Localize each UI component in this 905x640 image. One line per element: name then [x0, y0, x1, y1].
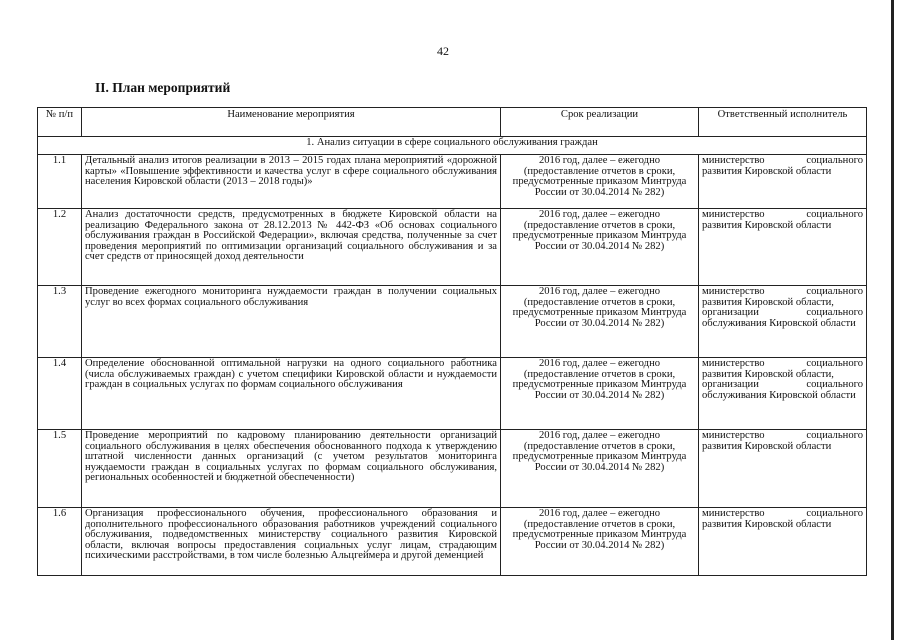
table-row: [38, 286, 867, 358]
row-term: 2016 год, далее – ежегодно (предоставление отчетов в сроки, предусмотренные приказом Минтруда России от 30.04.2014 № 282): [501, 286, 699, 358]
scan-edge-line: [891, 0, 894, 640]
row-responsible: [699, 430, 867, 508]
responsible-ministry: министерство социального развития Кировской области,: [702, 358, 863, 380]
table-row: [38, 508, 867, 576]
row-responsible: [699, 286, 867, 358]
responsible-organizations: организации социального обслуживания Кировской области: [702, 379, 863, 401]
row-name: Организация профессионального обучения, профессионального образования и дополнительного профессионального образования работников учреждений социального обслуживания, подведомственных министерству социального развития Кировской области, включая вопросы предоставления социальных услуг лицам, страдающим психическими расстройствами, в том числе болезнью Альцгеймера и другой деменцией: [82, 508, 501, 576]
header-responsible: Ответственный исполнитель: [699, 108, 867, 137]
row-num: 1.2: [38, 209, 82, 286]
responsible-organizations: организации социального обслуживания Кировской области: [702, 307, 863, 329]
row-responsible: [699, 155, 867, 209]
row-term: 2016 год, далее – ежегодно (предоставление отчетов в сроки, предусмотренные приказом Минтруда России от 30.04.2014 № 282): [501, 508, 699, 576]
section-row-label: 1. Анализ ситуации в сфере социального обслуживания граждан: [38, 137, 867, 155]
header-num: № п/п: [38, 108, 82, 137]
responsible-ministry: министерство социального развития Кировской области: [702, 209, 863, 231]
row-responsible: [699, 209, 867, 286]
table-row: [38, 155, 867, 209]
row-term: 2016 год, далее – ежегодно (предоставление отчетов в сроки, предусмотренные приказом Минтруда России от 30.04.2014 № 282): [501, 358, 699, 430]
action-plan-table: [37, 107, 867, 576]
responsible-ministry: министерство социального развития Кировской области,: [702, 286, 863, 308]
section-title: II. План мероприятий: [95, 80, 231, 95]
row-term: 2016 год, далее – ежегодно (предоставление отчетов в сроки, предусмотренные приказом Минтруда России от 30.04.2014 № 282): [501, 430, 699, 508]
responsible-ministry: министерство социального развития Кировской области: [702, 508, 863, 530]
responsible-ministry: министерство социального развития Кировской области: [702, 430, 863, 452]
row-num: 1.4: [38, 358, 82, 430]
row-name: Проведение мероприятий по кадровому планированию деятельности организаций социального обслуживания в целях обеспечения обоснованного подхода к утверждению штатной численности данных организаций (с учетом результатов мониторинга нуждаемости граждан в социальных услугах по формам социального обслуживания, региональных особенностей и бюджетной обеспеченности): [82, 430, 501, 508]
row-name: Проведение ежегодного мониторинга нуждаемости граждан в получении социальных услуг во всех формах социального обслуживания: [82, 286, 501, 358]
table-header-row: [38, 108, 867, 137]
header-term: Срок реализации: [501, 108, 699, 137]
table-row: [38, 209, 867, 286]
row-term: 2016 год, далее – ежегодно (предоставление отчетов в сроки, предусмотренные приказом Минтруда России от 30.04.2014 № 282): [501, 209, 699, 286]
row-num: 1.3: [38, 286, 82, 358]
table-row: [38, 358, 867, 430]
row-responsible: [699, 358, 867, 430]
row-num: 1.6: [38, 508, 82, 576]
responsible-ministry: министерство социального развития Кировской области: [702, 155, 863, 177]
page-number: 42: [437, 44, 449, 58]
header-name: Наименование мероприятия: [82, 108, 501, 137]
row-num: 1.1: [38, 155, 82, 209]
row-num: 1.5: [38, 430, 82, 508]
row-responsible: [699, 508, 867, 576]
row-name: Анализ достаточности средств, предусмотренных в бюджете Кировской области на реализацию Федерального закона от 28.12.2013 № 442-ФЗ «Об основах социального обслуживания граждан в Российской Федерации», включая средства, полученные за счет проведения мероприятий по оптимизации организаций социального обслуживания и за счет средств от приносящей доход деятельности: [82, 209, 501, 286]
section-row: [38, 137, 867, 155]
row-name: Детальный анализ итогов реализации в 2013 – 2015 годах плана мероприятий «дорожной карты» «Повышение эффективности и качества услуг в сфере социального обслуживания населения Кировской области (2013 – 2018 годы)»: [82, 155, 501, 209]
row-name: Определение обоснованной оптимальной нагрузки на одного социального работника (числа обслуживаемых граждан) с учетом специфики Кировской области и нуждаемости граждан в социальных услугах по формам социального обслуживания: [82, 358, 501, 430]
table-row: [38, 430, 867, 508]
row-term: 2016 год, далее – ежегодно (предоставление отчетов в сроки, предусмотренные приказом Минтруда России от 30.04.2014 № 282): [501, 155, 699, 209]
